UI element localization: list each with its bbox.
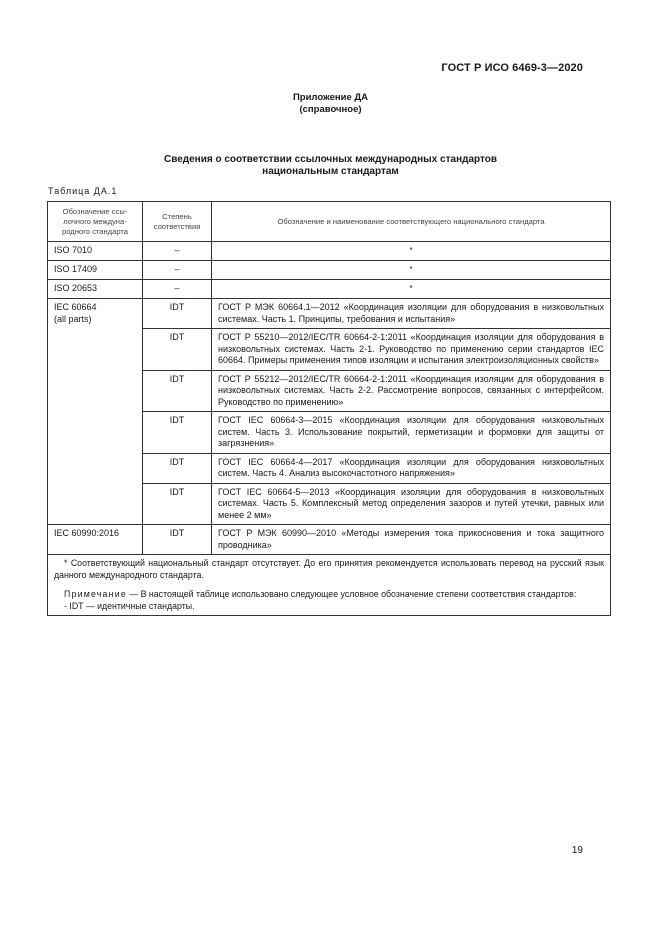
note-label: Примечание [64, 589, 127, 599]
degree-cell: IDT [143, 370, 212, 412]
desc-cell: * [212, 242, 611, 261]
degree-cell: – [143, 242, 212, 261]
page-number: 19 [571, 845, 583, 856]
section-title-line2: национальным стандартам [262, 166, 399, 177]
table-row [48, 242, 611, 261]
table-row [48, 280, 611, 299]
note-text: — В настоящей таблице использовано следующее условное обозначение степени соответствия стандартов: [126, 589, 577, 599]
header-national-standard: Обозначение и наименование соответствующего национального стандарта [212, 202, 611, 242]
section-title-line1: Сведения о соответствии ссылочных международных стандартов [163, 154, 498, 165]
degree-cell: IDT [143, 329, 212, 371]
std-cell: ISO 7010 [48, 242, 143, 261]
table-header-row [48, 202, 611, 242]
desc-cell: ГОСТ Р МЭК 60990—2010 «Методы измерения тока прикосновения и тока защитного проводника» [212, 525, 611, 555]
degree-cell: IDT [143, 483, 212, 525]
desc-cell: ГОСТ Р МЭК 60664.1—2012 «Координация изоляции для оборудования в низковольтных системах. Часть 1. Принципы, требования и испытания» [212, 299, 611, 329]
document-header: ГОСТ Р ИСО 6469-3—2020 [441, 62, 583, 74]
degree-cell: IDT [143, 525, 212, 555]
correspondence-table [47, 201, 611, 616]
header-degree: Степень соответствия [143, 202, 212, 242]
table-row [48, 525, 611, 555]
desc-cell: ГОСТ IEC 60664-3—2015 «Координация изоляции для оборудования низковольтных систем. Часть 3. Использование покрытий, герметизации и формовки для защиты от загрязнения» [212, 412, 611, 454]
std-cell: IEC 60990:2016 [48, 525, 143, 555]
degree-cell: – [143, 280, 212, 299]
std-cell-iec60664 [48, 299, 143, 525]
desc-cell: ГОСТ IEC 60664-5—2013 «Координация изоляции для оборудования в низковольтных системах. Часть 5. Комплексный метод определения зазоров и путей утечки, равных или менее 2 мм» [212, 483, 611, 525]
degree-cell: IDT [143, 453, 212, 483]
degree-cell: IDT [143, 299, 212, 329]
appendix-subtitle: (справочное) [299, 104, 362, 115]
desc-cell: * [212, 280, 611, 299]
std-cell: ISO 17409 [48, 261, 143, 280]
std-parts: (all parts) [54, 313, 92, 324]
desc-cell: ГОСТ IEC 60664-4—2017 «Координация изоляции для оборудования низковольтных систем. Часть 4. Анализ высокочастотного напряжения» [212, 453, 611, 483]
table-label: Таблица ДА.1 [48, 186, 118, 196]
appendix-heading [0, 92, 661, 116]
note [54, 589, 604, 601]
std-code: IEC 60664 [54, 302, 97, 312]
table-notes [48, 555, 611, 616]
degree-cell: IDT [143, 412, 212, 454]
desc-cell: ГОСТ Р 55212—2012/IEC/TR 60664-2-1:2011 «Координация изоляции для оборудования в низковольтных системах. Часть 2-2. Рассмотрение вопросов, связанных с интерфейсом. Руководство по применению» [212, 370, 611, 412]
appendix-title: Приложение ДА [292, 92, 369, 103]
std-cell: ISO 20653 [48, 280, 143, 299]
table-row [48, 261, 611, 280]
table-row [48, 299, 611, 329]
note-item: - IDT — идентичные стандарты. [64, 600, 195, 611]
desc-cell: * [212, 261, 611, 280]
header-intl-standard: Обозначение ссы-лочного междуна-родного стандарта [48, 202, 143, 242]
degree-cell: – [143, 261, 212, 280]
desc-cell: ГОСТ Р 55210—2012/IEC/TR 60664-2-1:2011 «Координация изоляции для оборудования в низковольтных системах. Часть 2-1. Руководство по применению серии стандартов IEC 60664. Примеры применения типов изоляции и испытания электроизоляционных свойств» [212, 329, 611, 371]
section-title [0, 154, 661, 178]
table-notes-row [48, 555, 611, 616]
footnote: * Соответствующий национальный стандарт отсутствует. До его принятия рекомендуется использовать перевод на русский язык данного международного стандарта. [54, 558, 604, 580]
